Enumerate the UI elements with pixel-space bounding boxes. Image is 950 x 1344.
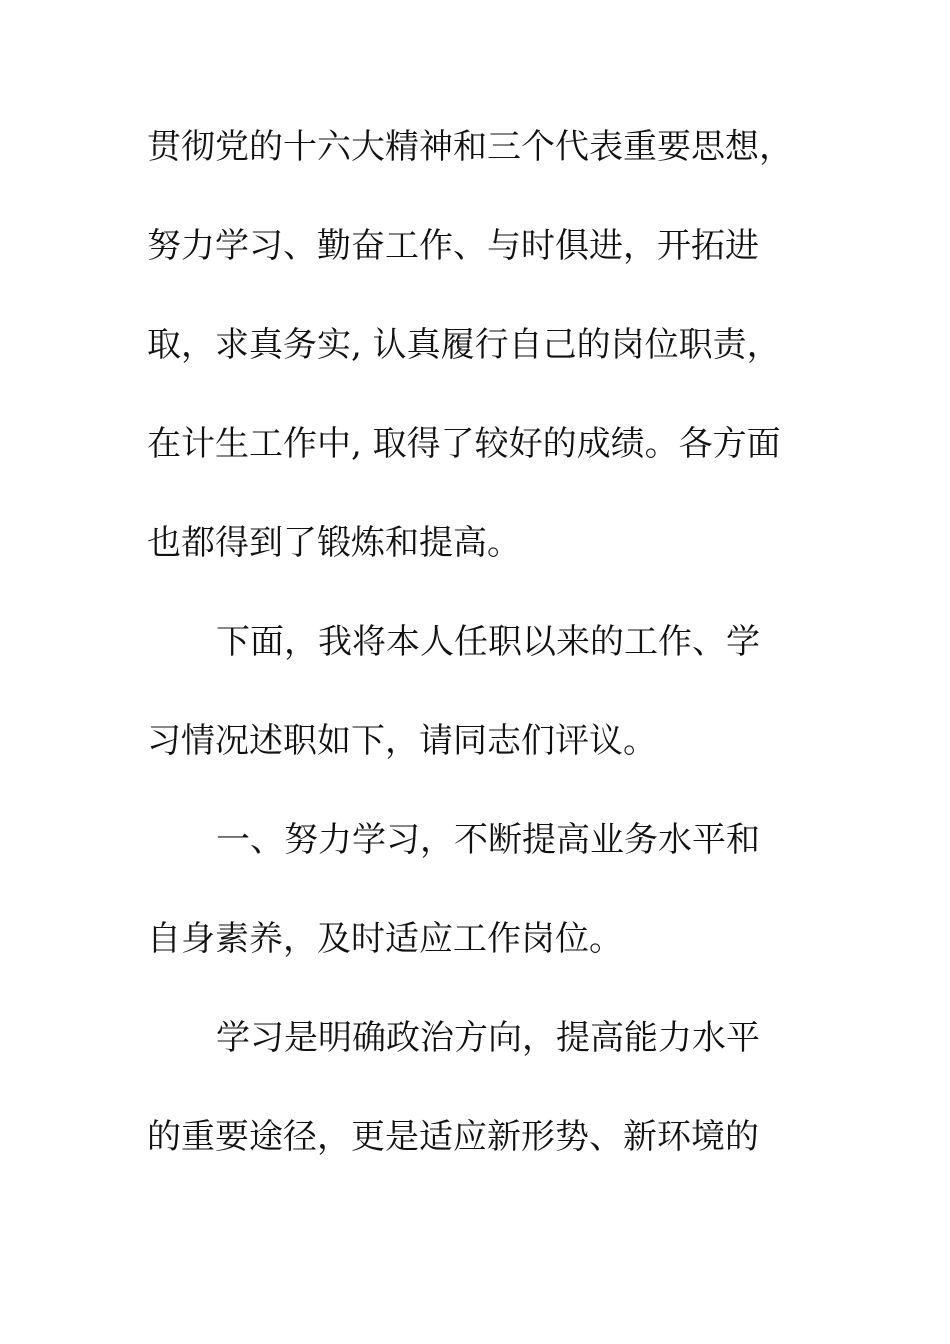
paragraph-first-line: 下面，我将本人任职以来的工作、学	[216, 622, 760, 662]
text-line: 贯彻党的十六大精神和三个代表重要思想，	[147, 127, 793, 167]
text-line: 取，求真务实, 认真履行自己的岗位职责，	[147, 325, 781, 365]
text-line: 在计生工作中, 取得了较好的成绩。各方面	[147, 424, 781, 464]
section-heading-line: 一、努力学习，不断提高业务水平和	[216, 820, 760, 860]
text-line: 的重要途径，更是适应新形势、新环境的	[147, 1117, 759, 1157]
text-line: 努力学习、勤奋工作、与时俱进，开拓进	[147, 226, 759, 266]
section-heading-line: 自身素养，及时适应工作岗位。	[147, 919, 623, 959]
body-text	[147, 127, 807, 1216]
paragraph-first-line: 学习是明确政治方向，提高能力水平	[216, 1018, 760, 1058]
text-line: 习情况述职如下，请同志们评议。	[147, 721, 657, 761]
text-line: 也都得到了锻炼和提高。	[147, 523, 521, 563]
